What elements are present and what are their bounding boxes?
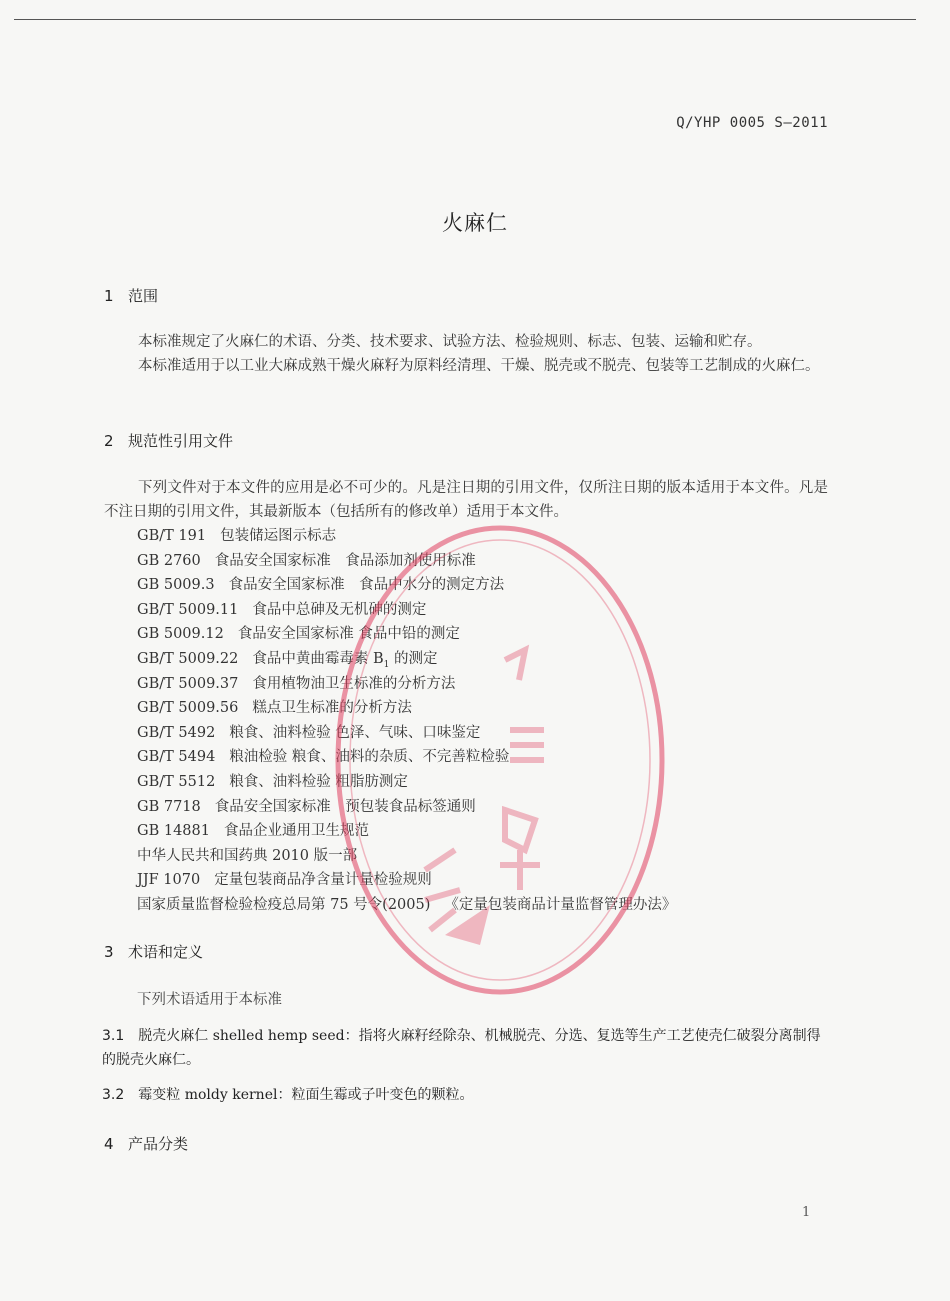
section-2-heading [104,430,233,451]
normative-intro-paragraph: 下列文件对于本文件的应用是必不可少的。凡是注日期的引用文件，仅所注日期的版本适用于本文件。凡是不注日期的引用文件，其最新版本（包括所有的修改单）适用于本文件。 [104,480,828,520]
reference-item [137,745,676,770]
section-number: 4 [104,1135,114,1153]
reference-code: 中华人民共和国药典 2010 版一部 [137,847,358,864]
scope-paragraph-1: 本标准规定了火麻仁的术语、分类、技术要求、试验方法、检验规则、标志、包装、运输和贮存。 [138,334,762,350]
term-number: 3.2 [102,1087,125,1103]
reference-code: GB 5009.3 [137,577,215,594]
reference-item [137,696,676,721]
reference-code: GB/T 5512 [137,773,216,790]
reference-item [137,573,676,598]
reference-code: GB/T 5009.22 [137,650,239,667]
term-number: 3.1 [102,1028,125,1044]
reference-code: GB/T 5009.56 [137,700,239,717]
reference-code: GB 14881 [137,823,210,840]
reference-item [137,647,676,672]
term-definition-3-2 [102,1083,828,1107]
term-def: ：指将火麻籽经除杂、机械脱壳、分选、复选等生产工艺使壳仁破裂分离制得的脱壳火麻仁。 [102,1028,821,1068]
reference-title: 食品安全国家标准 食品中铅的测定 [237,626,460,643]
reference-item [137,770,676,795]
reference-item [137,868,676,893]
reference-item [137,622,676,647]
reference-item [137,721,676,746]
term-cn: 脱壳火麻仁 [138,1028,209,1044]
reference-code: JJF 1070 [137,872,201,889]
scope-paragraph-2: 本标准适用于以工业大麻成熟干燥火麻籽为原料经清理、干燥、脱壳或不脱壳、包装等工艺制成的火麻仁。 [138,358,820,374]
reference-title: 粮食、油料检验 色泽、气味、口味鉴定 [229,724,481,741]
section-number: 2 [104,432,114,450]
reference-title-tail: 的测定 [389,650,438,667]
reference-title: 食用植物油卫生标准的分析方法 [252,675,456,692]
section-title: 术语和定义 [128,943,204,961]
section-4-heading [104,1133,188,1154]
section-3-heading [104,941,203,962]
document-code: Q/YHP 0005 S—2011 [676,115,828,131]
term-en: moldy kernel [184,1087,278,1103]
reference-title: 粮食、油料检验 粗脂肪测定 [229,773,408,790]
section-number: 3 [104,943,114,961]
reference-code: 国家质量监督检验检疫总局第 75 号令(2005) [137,896,431,913]
reference-title: 食品安全国家标准 预包装食品标签通则 [214,798,476,815]
reference-title: 《定量包装商品计量监督管理办法》 [444,896,677,913]
reference-title: 糕点卫生标准的分析方法 [252,700,412,717]
terms-intro: 下列术语适用于本标准 [137,992,282,1008]
page-title: 火麻仁 [442,211,508,235]
reference-item [137,524,676,549]
reference-title: 食品安全国家标准 食品中水分的测定方法 [228,577,505,594]
reference-code: GB/T 191 [137,528,207,544]
section-title: 范围 [128,287,159,305]
section-title: 规范性引用文件 [128,432,234,450]
reference-title: 定量包装商品净含量计量检验规则 [214,872,432,889]
reference-title: 粮油检验 粮食、油料的杂质、不完善粒检验 [229,749,510,766]
term-cn: 霉变粒 [138,1087,181,1103]
reference-code: GB 2760 [137,552,201,569]
reference-item [137,819,676,844]
reference-code: GB/T 5009.37 [137,675,239,692]
reference-item [137,549,676,574]
section-1-heading [104,285,158,306]
reference-item [137,844,676,869]
reference-code: GB 5009.12 [137,626,224,643]
reference-item [137,893,676,918]
reference-code: GB 7718 [137,798,201,815]
term-def: ：粒面生霉或子叶变色的颗粒。 [277,1087,474,1103]
section-title: 产品分类 [128,1135,189,1153]
reference-list [137,524,676,918]
term-en: shelled hemp seed [212,1028,345,1044]
reference-code: GB/T 5009.11 [137,601,239,618]
reference-title: 食品中黄曲霉毒素 B [252,650,384,667]
page-top-rule [14,19,916,20]
reference-code: GB/T 5492 [137,724,216,741]
subscript: 1 [383,659,390,670]
reference-item [137,672,676,697]
reference-code: GB/T 5494 [137,749,216,766]
reference-title: 食品中总砷及无机砷的测定 [252,601,427,618]
term-definition-3-1 [102,1024,828,1072]
section-number: 1 [104,287,114,305]
reference-item [137,795,676,820]
reference-title: 食品企业通用卫生规范 [223,823,369,840]
reference-title: 食品安全国家标准 食品添加剂使用标准 [214,552,476,569]
reference-title: 包装储运图示标志 [220,528,337,544]
reference-item [137,598,676,623]
page-number: 1 [802,1205,811,1220]
